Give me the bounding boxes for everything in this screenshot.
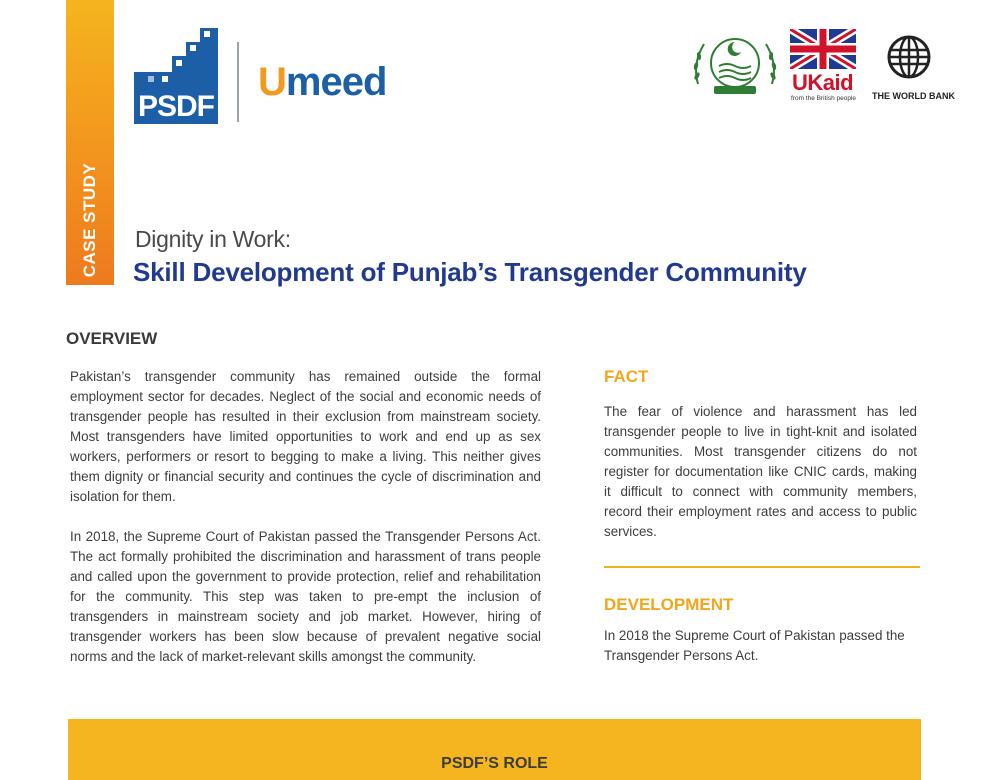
ukaid-logo-text [792,70,853,96]
world-bank-text: THE WORLD BANK [872,91,955,101]
overview-heading: OVERVIEW [66,329,158,348]
case-study-label-wrap [66,0,114,285]
logo-divider [237,42,239,122]
ukaid-subtitle: from the British people [791,95,857,102]
world-bank-globe-icon [887,35,931,79]
page-subtitle: Dignity in Work: [135,226,291,252]
overview-paragraph-2: In 2018, the Supreme Court of Pakistan passed the Transgender Persons Act. The act formally prohibited the discrimination and harassment of trans people and called upon the government to provide protection, relief and rehabilitation for the community. This step was taken to pre-empt the inclusion of transgenders in mainstream society and job market. However, hiring of transgender workers has been slow because of prevalent negative social norms and the lack of market-relevant skills amongst the community. [70,529,541,664]
ukaid-uk: UK [792,70,823,95]
page-title: Skill Development of Punjab’s Transgender Community [133,257,807,287]
section-divider [604,566,920,568]
umeed-logo-rest: meed [285,60,387,104]
umeed-logo [258,60,386,105]
fact-text: The fear of violence and harassment has led transgender people to live in tight-knit and isolated communities. Most transgender citizens do not register for documentation like CNIC cards, making it difficult to connect with community members, record their employment rates and access to public services. [604,404,917,539]
ukaid-aid: aid [822,70,854,95]
overview-paragraph-1: Pakistan’s transgender community has remained outside the formal employment sector for decades. Neglect of the social and economic needs of transgender people has resulted in their exclusion from mainstream society. Most transgenders have limited opportunities to work and end up as sex workers, performers or resort to begging to make a living. This neither gives them dignity or financial security and continues the cycle of discrimination and isolation for them. [70,369,541,504]
psdf-logo-text: PSDF [138,90,215,123]
development-heading: DEVELOPMENT [604,595,734,614]
uk-flag-icon [790,29,856,69]
development-text: In 2018 the Supreme Court of Pakistan passed the Transgender Persons Act. [604,628,905,663]
psdf-logo [134,28,220,124]
fact-heading: FACT [604,367,649,386]
case-study-label: CASE STUDY [80,162,99,278]
umeed-logo-u: U [258,60,286,104]
psdf-role-heading: PSDF’S ROLE [441,755,548,772]
punjab-government-emblem [690,28,780,100]
psdf-role-band [68,719,921,780]
